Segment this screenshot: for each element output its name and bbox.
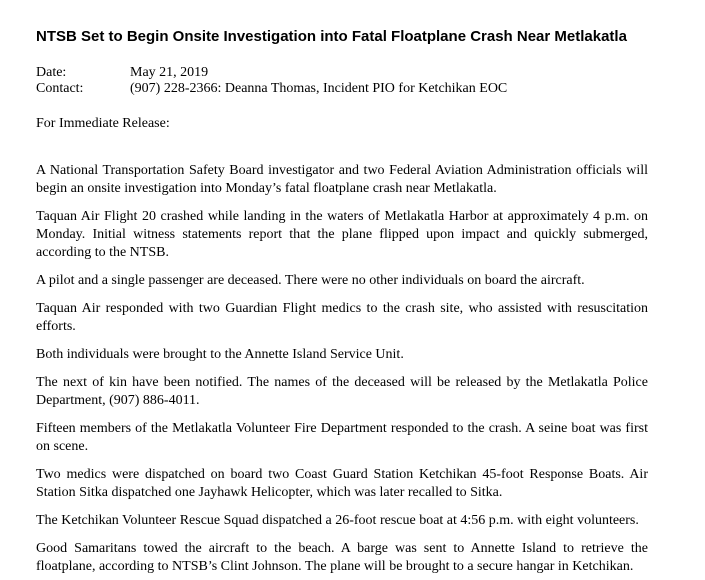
press-release-page [36,28,648,576]
paragraph-rescue-squad: The Ketchikan Volunteer Rescue Squad dispatched a 26-foot rescue boat at 4:56 p.m. with eight volunteers. [36,513,639,528]
paragraph-casualties: A pilot and a single passenger are deceased. There were no other individuals on board the aircraft. [36,273,585,288]
paragraph-fire-department: Fifteen members of the Metlakatla Volunteer Fire Department responded to the crash. A seine boat was first on scene. [36,421,648,454]
paragraph-crash-details: Taquan Air Flight 20 crashed while landing in the waters of Metlakatla Harbor at approximately 4 p.m. on Monday. Initial witness statements report that the plane flipped upon impact and quickly submerged, according to the NTSB. [36,209,648,260]
release-line: For Immediate Release: [36,116,170,131]
paragraph-next-of-kin: The next of kin have been notified. The names of the deceased will be released by the Metlakatla Police Department, (907) 886-4011. [36,375,648,408]
date-value: May 21, 2019 [130,65,209,80]
paragraph-aircraft-recovery: Good Samaritans towed the aircraft to the beach. A barge was sent to Annette Island to retrieve the floatplane, according to NTSB’s Clint Johnson. The plane will be brought to a secure hangar in Ketchikan. [36,541,648,574]
contact-label: Contact: [36,81,84,96]
press-release-body [36,162,648,576]
date-label: Date: [36,65,67,80]
press-release-title: NTSB Set to Begin Onsite Investigation into Fatal Floatplane Crash Near Metlakatla [36,28,627,45]
date-row [36,65,648,81]
paragraph-medics: Taquan Air responded with two Guardian Flight medics to the crash site, who assisted with resuscitation efforts. [36,301,648,334]
paragraph-coast-guard: Two medics were dispatched on board two Coast Guard Station Ketchikan 45-foot Response Boats. Air Station Sitka dispatched one Jayhawk Helicopter, which was later recalled to Sitka. [36,467,648,500]
contact-row [36,81,648,97]
contact-value: (907) 228-2366: Deanna Thomas, Incident PIO for Ketchikan EOC [130,81,508,96]
paragraph-investigation: A National Transportation Safety Board investigator and two Federal Aviation Administration officials will begin an onsite investigation into Monday’s fatal floatplane crash near Metlakatla. [36,163,648,196]
paragraph-service-unit: Both individuals were brought to the Annette Island Service Unit. [36,347,404,362]
